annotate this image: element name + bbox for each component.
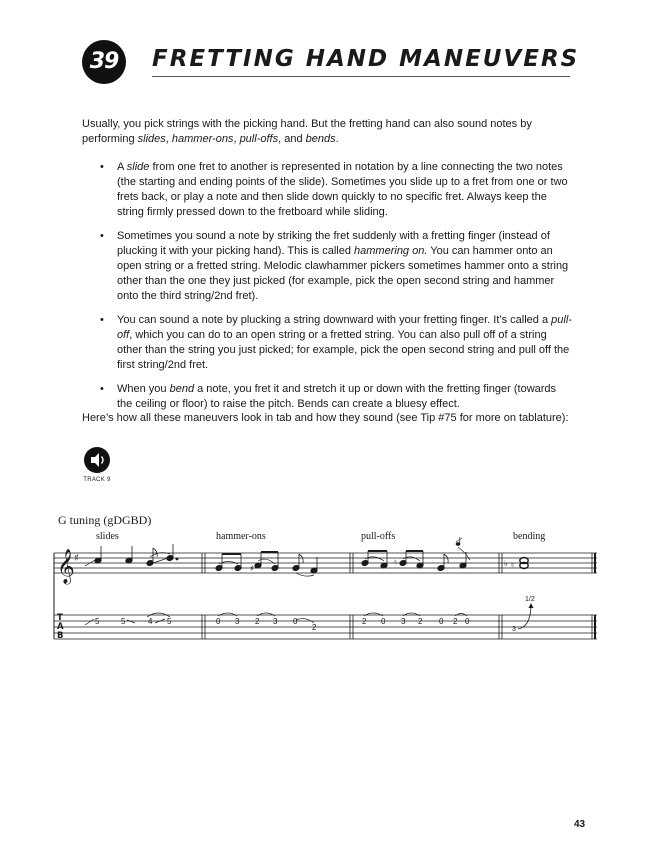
- emphasis-text: slides: [137, 133, 166, 145]
- section-label: bending: [513, 531, 546, 542]
- tab-number: 3: [401, 617, 406, 626]
- text-run: You can sound a note by plucking a string downward with your fretting finger. It’s called a: [117, 314, 552, 326]
- list-item: [82, 313, 572, 373]
- emphasis-text: bends: [305, 133, 336, 145]
- maneuver-list: [82, 160, 572, 421]
- text-run: , which you can do to an open string or a fretted string. You can also pull off of a string other than the string you just picked; for example, pick the open second string and pull off the first string/2nd fret.: [117, 329, 570, 371]
- emphasis-text: pull-off: [117, 314, 572, 341]
- sharp-icon: ♯: [74, 553, 79, 564]
- flat-icon: ♭: [504, 559, 508, 568]
- tab-number: 5: [167, 617, 172, 626]
- list-item: [82, 160, 572, 220]
- tab-measure-bending: [512, 596, 535, 633]
- music-notation: [0, 520, 648, 650]
- text-run: Sometimes you sound a note by striking the fret suddenly with a fretting finger (instead of plucking it with your picking hand). This is called: [117, 230, 550, 257]
- tab-number: 0: [216, 617, 221, 626]
- page-number: 43: [574, 819, 586, 830]
- tuning-label: G tuning (gDGBD): [58, 513, 152, 527]
- tab-clef-letter: B: [57, 631, 64, 641]
- tab-number: 0: [381, 617, 386, 626]
- tab-measure-hammer-ons: [216, 613, 317, 632]
- tab-clef-letter: A: [57, 622, 64, 632]
- tab-number: 2: [312, 623, 317, 632]
- speaker-icon[interactable]: [84, 447, 110, 473]
- measure-hammer-ons: [215, 552, 318, 576]
- text-run: You can hammer onto an open string or a fretted string. Melodic clawhammer pickers sometimes hammer onto a string other than the one they just picked (for example, pick the open second string and hammer onto the third string/2nd fret).: [117, 245, 569, 302]
- emphasis-text: pull-offs: [239, 133, 279, 145]
- text-run: , and: [278, 133, 306, 145]
- section-label: pull-offs: [361, 531, 396, 542]
- tab-clef: [57, 613, 64, 641]
- tab-number: 0: [293, 617, 298, 626]
- grace-note: [456, 543, 460, 546]
- tip-title: FRETTING HAND MANEUVERS: [152, 46, 580, 72]
- emphasis-text: hammering on.: [354, 245, 428, 257]
- tab-number: 3: [273, 617, 278, 626]
- text-run: from one fret to another is represented in notation by a line connecting the two notes (the starting and ending points of the slide). Sometimes you slide up to a fret from one or two frets back, or play a note and then slide down quickly to no specific fret. Always keep the string firmly pressed down to the fretboard while sliding.: [117, 161, 568, 218]
- natural-icon: ♮: [511, 561, 514, 570]
- text-run: .: [335, 133, 339, 145]
- tab-number: 2: [255, 617, 260, 626]
- tab-number: 4: [148, 617, 153, 626]
- tab-number: 3: [512, 626, 516, 633]
- bend-amount: 1/2: [525, 596, 535, 603]
- tab-number: 5: [121, 617, 126, 626]
- speaker-icon-glyph: [84, 447, 110, 473]
- text-run: Usually, you pick strings with the picking hand. But the fretting hand can also sound notes by performing: [82, 118, 532, 145]
- tip-number-badge: 39: [82, 40, 126, 84]
- tab-number: 2: [362, 617, 367, 626]
- text-run: A: [117, 161, 127, 173]
- tab-intro-paragraph: Here’s how all these maneuvers look in tab and how they sound (see Tip #75 for more on tablature):: [82, 412, 569, 424]
- section-label: slides: [96, 531, 119, 542]
- staff: [54, 553, 597, 573]
- list-item: [82, 229, 572, 304]
- tab-number: 0: [465, 617, 470, 626]
- title-underline: [152, 76, 570, 77]
- sharp-icon: ♯: [250, 564, 254, 573]
- measure-pull-offs: [361, 537, 470, 571]
- emphasis-text: slide: [126, 161, 150, 173]
- tab-number: 0: [439, 617, 444, 626]
- intro-paragraph: [82, 117, 572, 147]
- tab-number: 3: [235, 617, 240, 626]
- tab-clef-letter: T: [57, 613, 63, 623]
- text-run: ,: [165, 133, 172, 145]
- text-run: a note, you fret it and stretch it up or down with the fretting finger (towards the ceiling or floor) to raise the pitch. Bends can create a bluesy effect.: [117, 383, 557, 410]
- tip-header: [82, 40, 580, 80]
- tab-number: 5: [95, 617, 100, 626]
- tab-number: 2: [418, 617, 423, 626]
- treble-clef-icon: 𝄞: [57, 549, 75, 584]
- text-run: When you: [117, 383, 170, 395]
- tab-number: 2: [453, 617, 458, 626]
- text-run: ,: [233, 133, 240, 145]
- track-label: TRACK 9: [83, 477, 111, 483]
- emphasis-text: bend: [169, 383, 195, 395]
- clef-and-key: [57, 549, 79, 585]
- section-label: hammer-ons: [216, 531, 266, 542]
- list-item: [82, 382, 572, 412]
- emphasis-text: hammer-ons: [171, 133, 234, 145]
- natural-icon: ♮: [394, 558, 397, 567]
- audio-track[interactable]: [82, 447, 112, 483]
